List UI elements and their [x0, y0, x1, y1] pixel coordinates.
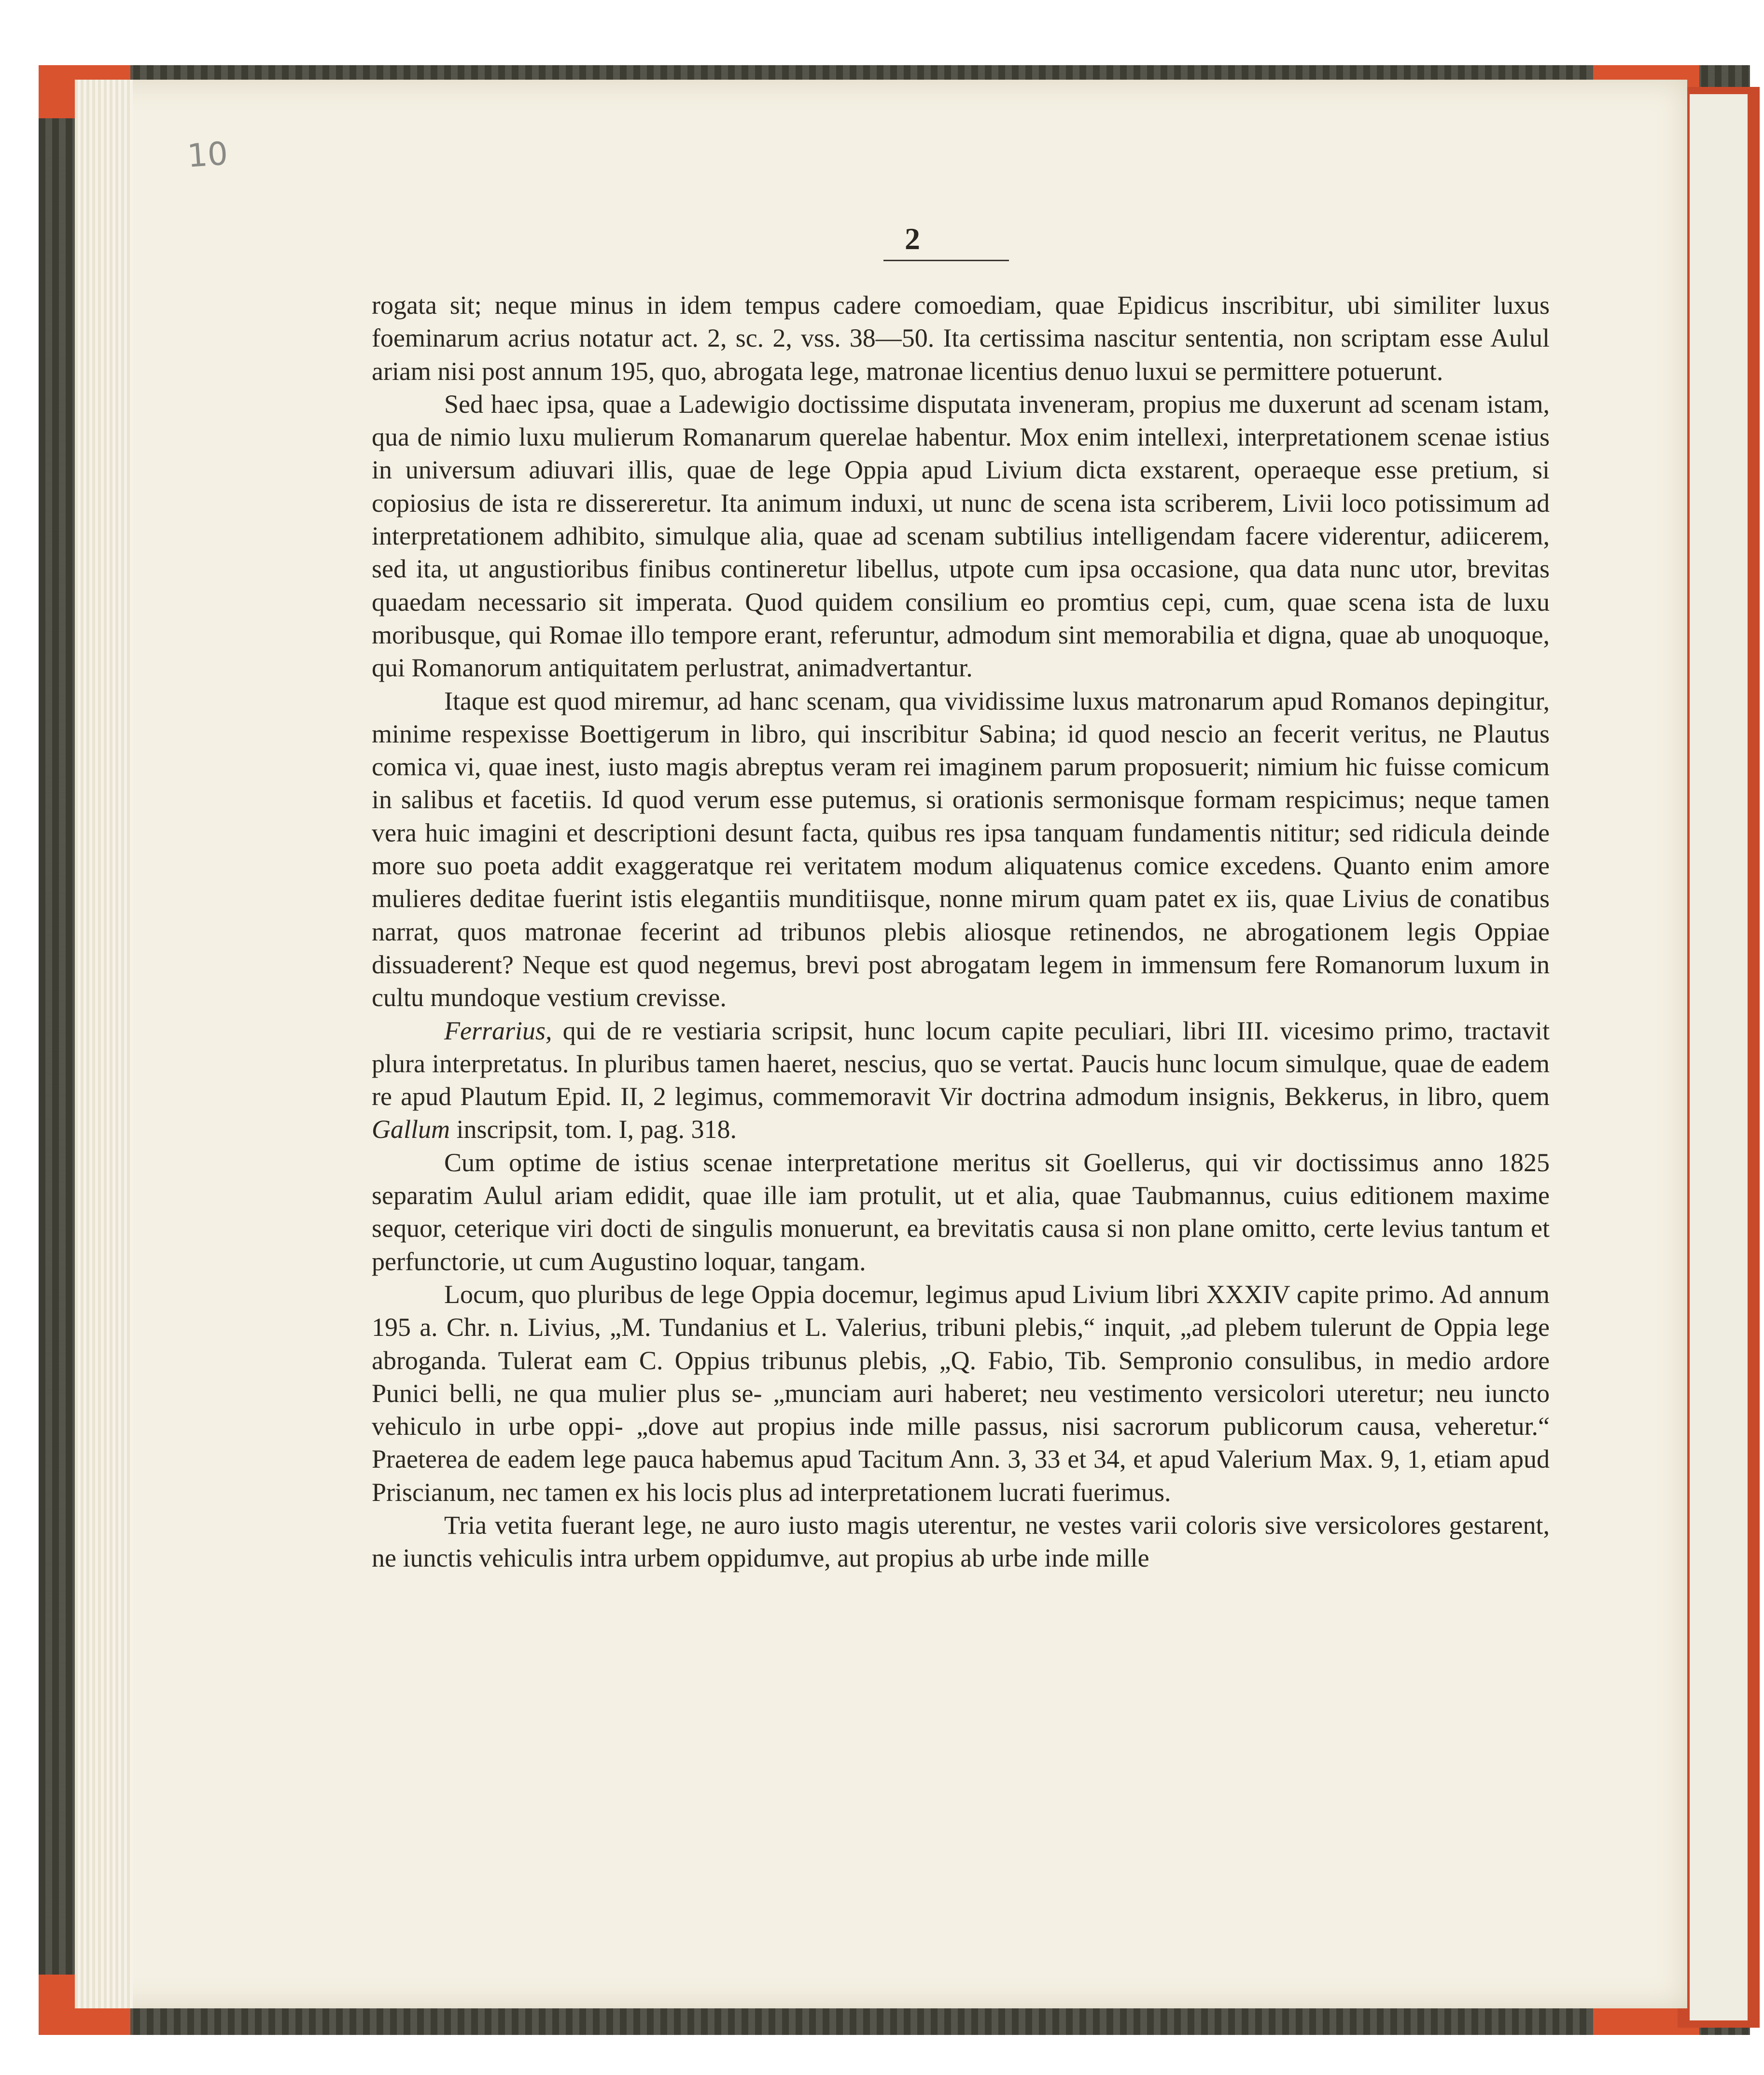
paragraph: Locum, quo pluribus de lege Oppia docemur, legimus apud Livium libri XXXIV capite primo. Ad annum 195 a. Chr. n. Livius, „M. Tundanius et L. Valerius, tribuni plebis,“ inquit, „ad plebem tulerunt de Oppia lege abroganda. Tulerat eam C. Oppius tribunus plebis, „Q. Fabio, Tib. Sempronio consulibus, in medio ardore Punici belli, ne qua mulier plus se- „munciam auri haberet; neu vestimento versicolori uteretur; neu iuncto vehiculo in urbe oppi- „dove aut propius inde mille passus, nisi sacrorum publicorum causa, veheretur.“ Praeterea de eadem lege pauca habemus apud Tacitum Ann. 3, 33 et 34, et apud Valerium Max. 9, 1, etiam apud Priscianum, nec tamen ex his locis plus ad interpretationem lucrati fuerimus. [372, 1279, 1550, 1507]
paragraph: Tria vetita fuerant lege, ne auro iusto magis uterentur, ne vestes varii coloris sive versicolores gestarent, ne iunctis vehiculis intra urbem oppidumve, aut propius ab urbe inde mille [372, 1510, 1550, 1573]
endpaper-edge [1690, 94, 1748, 2020]
paragraph: rogata sit; neque minus in idem tempus cadere comoediam, quae Epidicus inscribitur, ubi similiter luxus foeminarum acrius notatur act. 2, sc. 2, vss. 38—50. Ita certissima nascitur sententia, non scriptam esse Aulul ariam nisi post annum 195, quo, abrogata lege, matronae licentius denuo luxui se permittere potuerunt. [372, 291, 1550, 386]
paragraph: Itaque est quod miremur, ad hanc scenam, qua vividissime luxus matronarum apud Romanos depingitur, minime respexisse Boettigerum in libro, qui inscribitur Sabina; id quod nescio an fecerit veritus, ne Plautus comica vi, quae inest, iusto magis abreptus veram rei imaginem parum proposuerit; nimium hic fuisse comicum in salibus et facetiis. Id quod verum esse putemus, si orationis sermonisque formam respicimus; neque tamen vera huic imagini et descriptioni desunt facta, quibus res ipsa tanquam fundamentis nititur; sed ridicula deinde more suo poeta addit exaggeratque rei veritatem modum aliquatenus comice excedens. Quanto enim amore mulieres deditae fuerint istis elegantiis munditiisque, nonne mirum quam patet ex iis, quae Livius de conatibus narrat, quos matronae fecerint ad tribunos plebis aliosque retinendos, ne abrogationem legis Oppiae dissuaderent? Neque est quod negemus, brevi post abrogatam legem in immensum fere Romanorum luxum in cultu mundoque vestium crevisse. [372, 686, 1550, 1012]
body-text [372, 289, 1550, 1575]
paragraph-text: qui de re vestiaria scripsit, hunc locum capite peculiari, libri III. vicesimo primo, tractavit plura interpretatus. In pluribus tamen haeret, nescius, quo se vertat. Paucis hunc locum simulque, quae de eadem re apud Plautum Epid. II, 2 legimus, commemoravit Vir doctrina admodum insignis, Bekkerus, in libro, quem [372, 1016, 1550, 1111]
paragraph-text-end: inscripsit, tom. I, pag. 318. [450, 1115, 737, 1144]
italic-title: Gallum [372, 1115, 450, 1144]
paragraph: Cum optime de istius scenae interpretatione meritus sit Goellerus, qui vir doctissimus anno 1825 separatim Aulul ariam edidit, quae ille iam protulit, ut et alia, quae Taubmannus, cuius editionem maxime sequor, ceterique viri docti de singulis monuerunt, ea brevitatis causa si non plane omitto, certe levius tantum et perfunctorie, ut cum Augustino loquar, tangam. [372, 1148, 1550, 1276]
page-number-rule [883, 260, 1009, 261]
page-number: 2 [905, 222, 920, 256]
pencil-margin-note: 10 [186, 135, 229, 175]
page-stack-edges [75, 80, 133, 2008]
paragraph: Sed haec ipsa, quae a Ladewigio doctissime disputata inveneram, propius me duxerunt ad scenam istam, qua de nimio luxu mulierum Romanarum querelae habentur. Mox enim intellexi, interpretationem scenae istius in universum adiuvari illis, quae de lege Oppia apud Livium dicta exstarent, operaeque esse pretium, si copiosius de ista re dissereretur. Ita animum induxi, ut nunc de scena ista scriberem, Livii loco potissimum ad interpretationem adhibito, simulque alia, quae ad scenam subtilius intelligendam facere viderentur, adiicerem, sed ita, ut angustioribus finibus contineretur libellus, utpote cum ipsa occasione, qua data nunc utor, brevitas quaedam necessario sit imperata. Quod quidem consilium eo promtius cepi, cum, quae scena ista de luxu moribusque, qui Romae illo tempore erant, referuntur, admodum sint memorabilia et digna, quae ab unoquoque, qui Romanorum antiquitatem perlustrat, animadvertantur. [372, 389, 1550, 683]
italic-name: Ferrarius, [444, 1016, 552, 1045]
paragraph [372, 1014, 1550, 1146]
